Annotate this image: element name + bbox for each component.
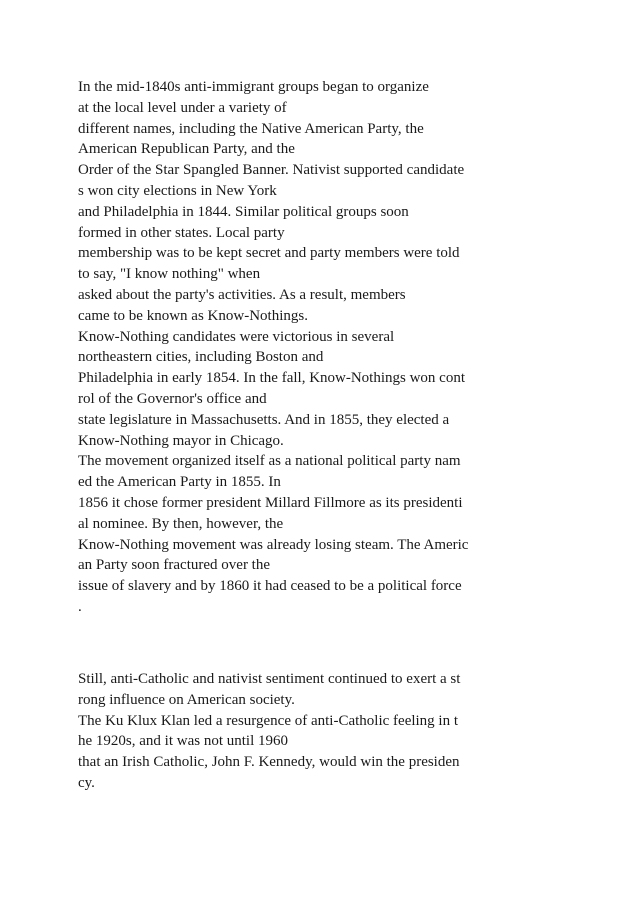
text-line: that an Irish Catholic, John F. Kennedy, would win the presiden — [78, 754, 460, 771]
text-line: cy. — [78, 774, 95, 791]
text-line: an Party soon fractured over the — [78, 557, 271, 574]
text-line: In the mid-1840s anti-immigrant groups began to organize — [78, 79, 429, 95]
text-line: al nominee. By then, however, the — [78, 515, 284, 532]
text-line: northeastern cities, including Boston and — [78, 349, 324, 366]
text-line: Know-Nothing movement was already losing steam. The Americ — [78, 536, 469, 553]
text-line: membership was to be kept secret and party members were told — [78, 245, 460, 262]
text-line: formed in other states. Local party — [78, 224, 285, 241]
text-line: and Philadelphia in 1844. Similar political groups soon — [78, 203, 409, 220]
text-line: The Ku Klux Klan led a resurgence of anti-Catholic feeling in t — [78, 712, 459, 729]
text-line: The movement organized itself as a national political party nam — [78, 453, 461, 470]
paragraph-anti-catholic — [78, 669, 568, 794]
text-line: at the local level under a variety of — [78, 99, 287, 116]
text-line: rong influence on American society. — [78, 691, 295, 708]
text-line: different names, including the Native American Party, the — [78, 120, 424, 137]
text-line: Order of the Star Spangled Banner. Nativist supported candidate — [78, 162, 465, 179]
text-line: asked about the party's activities. As a result, members — [78, 286, 406, 303]
text-line: came to be known as Know-Nothings. — [78, 307, 308, 324]
text-line: Know-Nothing mayor in Chicago. — [78, 432, 284, 449]
text-line: 1856 it chose former president Millard Fillmore as its presidenti — [78, 494, 463, 511]
text-line: rol of the Governor's office and — [78, 390, 267, 407]
text-line: Still, anti-Catholic and nativist sentiment continued to exert a st — [78, 671, 461, 687]
text-line: issue of slavery and by 1860 it had ceased to be a political force — [78, 578, 462, 595]
text-line: ed the American Party in 1855. In — [78, 474, 281, 491]
text-line: state legislature in Massachusetts. And in 1855, they elected a — [78, 411, 450, 428]
text-line: he 1920s, and it was not until 1960 — [78, 733, 288, 750]
text-line: Know-Nothing candidates were victorious in several — [78, 328, 395, 345]
text-line: Philadelphia in early 1854. In the fall, Know-Nothings won cont — [78, 370, 466, 387]
text-line: American Republican Party, and the — [78, 141, 295, 158]
text-line: to say, "I know nothing" when — [78, 266, 261, 283]
paragraph-know-nothings — [78, 77, 568, 618]
text-line: s won city elections in New York — [78, 182, 277, 199]
text-line: . — [78, 598, 82, 615]
